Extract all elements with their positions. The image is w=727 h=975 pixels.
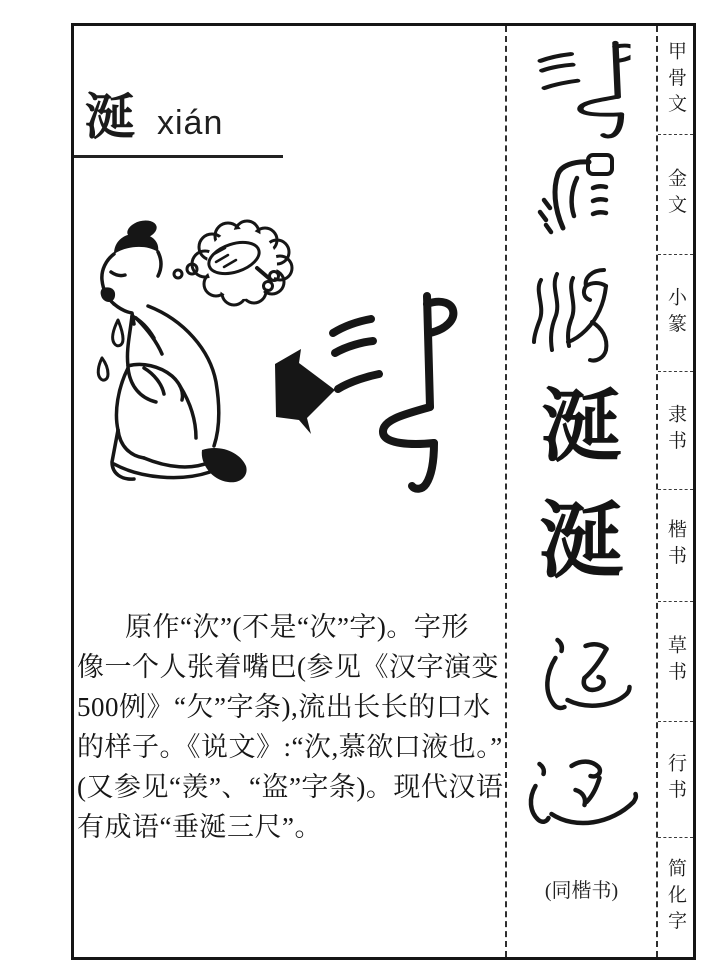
script-label-seal — [658, 255, 693, 372]
bronze-script-sample — [529, 148, 635, 240]
running-script-sample — [519, 752, 644, 838]
script-label-running — [658, 722, 693, 838]
script-label-text: 行书 — [665, 753, 686, 806]
script-label-text: 楷书 — [665, 519, 686, 572]
script-label-cursive — [658, 602, 693, 722]
script-label-text: 隶书 — [665, 404, 686, 457]
script-label-oracle — [658, 26, 693, 135]
entry-pinyin: xián — [157, 104, 224, 142]
entry-heading — [85, 89, 224, 145]
arrow-right-icon — [275, 349, 335, 434]
etymology-illustration — [84, 216, 496, 506]
oracle-bone-script-sample — [533, 38, 630, 140]
script-label-text: 简化字 — [665, 858, 686, 937]
small-seal-script-sample — [526, 262, 638, 368]
heading-underline — [74, 155, 283, 158]
script-label-clerical — [658, 372, 693, 490]
etymology-line: 像一个人张着嘴巴(参见《汉字演变 — [77, 652, 499, 682]
etymology-line: 500例》“欠”字条),流出长长的口水 — [77, 692, 491, 722]
script-label-text: 甲骨文 — [665, 40, 686, 120]
script-label-text: 小篆 — [665, 286, 686, 340]
script-label-bronze — [658, 135, 693, 255]
script-label-text: 金文 — [665, 168, 686, 221]
script-evolution-column — [507, 26, 656, 957]
entry-character: 涎 — [85, 89, 135, 145]
etymology-line: 原作“㳄”(不是“次”字)。字形 — [125, 612, 469, 642]
etymology-line: (又参见“羡”、“盗”字条)。现代汉语 — [77, 772, 504, 802]
clerical-script-sample: 涎 — [541, 384, 622, 472]
thought-bubble-icon — [174, 221, 292, 305]
script-label-text: 草书 — [665, 635, 686, 688]
simplified-note: (同楷书) — [544, 880, 619, 902]
regular-script-sample: 涎 — [539, 496, 624, 589]
script-label-simplified — [658, 838, 693, 957]
main-entry-area — [74, 26, 505, 957]
etymology-line: 的样子。《说文》:“㳄,慕欲口液也。” — [77, 732, 503, 762]
script-label-column — [658, 26, 693, 957]
etymology-line: 有成语“垂涎三尺”。 — [77, 812, 322, 842]
page-frame — [71, 23, 696, 960]
saliva-drops-icon — [98, 320, 123, 380]
oracle-bone-glyph-large — [333, 296, 453, 489]
script-label-regular — [658, 490, 693, 602]
etymology-paragraph — [77, 607, 502, 847]
cursive-script-sample — [529, 632, 634, 718]
